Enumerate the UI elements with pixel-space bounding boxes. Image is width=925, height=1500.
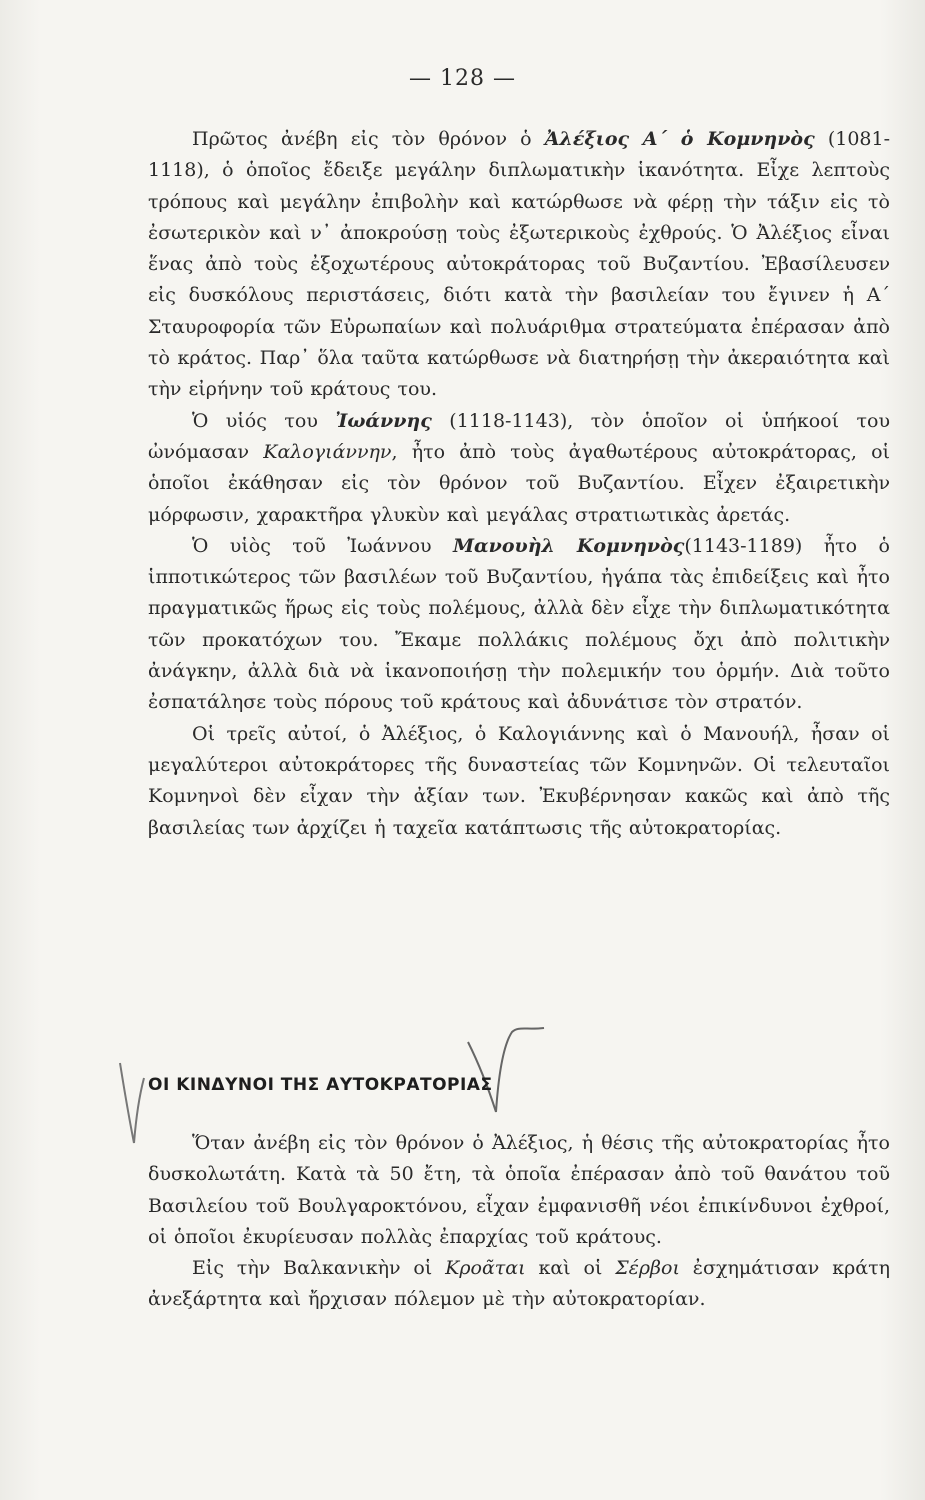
paragraph-manouil xyxy=(148,531,890,719)
paragraph-text: Ὅταν ἀνέβη εἰς τὸν θρόνον ὁ Ἀλέξιος, ἡ θέσις τῆς αὐτοκρατορίας ἦτο δυσκολωτάτη. Κατὰ τὰ 50 ἔτη, τὰ ὁποῖα ἐπέρασαν ἀπὸ τοῦ θανάτου τοῦ Βασιλείου τοῦ Βουλγαροκτόνου, εἶχαν ἐμφανισθῆ νέοι ἐπικίνδυνοι ἐχθροί, οἱ ὁποῖοι ἐκυρίευσαν πολλὰς ἐπαρχίας τοῦ κράτους. xyxy=(148,1132,890,1248)
people-name-croats: Κροᾶται xyxy=(445,1257,526,1280)
paragraph-text: καὶ οἱ xyxy=(525,1257,616,1280)
emperor-name-ioannis: Ἰωάννης xyxy=(335,409,432,432)
paragraph-text: Πρῶτος ἀνέβη εἰς τὸν θρόνον ὁ xyxy=(192,128,545,150)
text-block-top xyxy=(148,124,890,844)
people-name-serbs: Σέρβοι xyxy=(615,1257,680,1280)
paragraph-komnenoi-summary xyxy=(148,719,890,844)
epithet-kalogiannis: Καλογιάννην xyxy=(263,440,392,463)
pencil-checkmark-icon xyxy=(460,1012,550,1122)
emperor-name-alexios: Ἀλέξιος Α΄ ὁ Κομνηνὸς xyxy=(544,128,815,150)
pencil-margin-mark-icon xyxy=(110,1058,150,1148)
paragraph-text: ἐσχημάτισαν κράτη ἀνεξάρτητα καὶ ἤρχισαν πόλεμον μὲ τὴν αὐτοκρατορίαν. xyxy=(148,1257,891,1311)
paragraph-dangers xyxy=(148,1128,890,1253)
paragraph-text: (1118-1143), τὸν ὁποῖον οἱ ὑπήκοοί του ὠνόμασαν xyxy=(148,409,891,463)
page-number: — 128 — xyxy=(409,66,516,91)
paragraph-text: Ὁ υἱὸς τοῦ Ἰωάννου xyxy=(192,534,453,557)
paragraph-text: Εἰς τὴν Βαλκανικὴν οἱ xyxy=(192,1257,446,1280)
paragraph-text: (1143-1189) ἦτο ὁ ἱπποτικώτερος τῶν βασιλέων τοῦ Βυζαντίου, ἠγάπα τὰς ἐπιδείξεις καὶ ἦτο πραγματικῶς ἥρως εἰς τοὺς πολέμους, ἀλλὰ δὲν εἶχε τὴν διπλωματικότητα τῶν προκατόχων του. Ἔκαμε πολλάκις πολέμους ὄχι ἀπὸ πολιτικὴν ἀνάγκην, ἀλλὰ διὰ νὰ ἱκανοποιήσῃ τὴν πολεμικήν του ὁρμήν. Διὰ τοῦτο ἐσπατάλησε τοὺς πόρους τοῦ κράτους καὶ ἀδυνάτισε τὸν στρατόν. xyxy=(148,534,890,714)
paragraph-text: Ὁ υἱός του xyxy=(192,409,336,432)
section-heading: ΟΙ ΚΙΝΔΥΝΟΙ ΤΗΣ ΑΥΤΟΚΡΑΤΟΡΙΑΣ xyxy=(148,1075,493,1095)
paragraph-text: (1081-1118), ὁ ὁποῖος ἔδειξε μεγάλην διπλωματικὴν ἱκανότητα. Εἶχε λεπτοὺς τρόπους καὶ μεγάλην ἐπιβολὴν καὶ κατώρθωσε νὰ φέρῃ τὴν τάξιν εἰς τὸ ἐσωτερικὸν καὶ ν᾿ ἀποκρούσῃ τοὺς ἐξωτερικοὺς ἐχθρούς. Ὁ Ἀλέξιος εἶναι ἕνας ἀπὸ τοὺς ἐξοχωτέρους αὐτοκράτορας τοῦ Βυζαντίου. Ἐβασίλευσεν εἰς δυσκόλους περιστάσεις, διότι κατὰ τὴν βασιλείαν του ἔγινεν ἡ Α΄ Σταυροφορία τῶν Εὐρωπαίων καὶ πολυάριθμα στρατεύματα ἐπέρασαν ἀπὸ τὸ κράτος. Παρ᾿ ὅλα ταῦτα κατώρθωσε νὰ διατηρήσῃ τὴν ἀκεραιότητα καὶ τὴν εἰρήνην τοῦ κράτους του. xyxy=(148,128,891,401)
paragraph-text: Οἱ τρεῖς αὐτοί, ὁ Ἀλέξιος, ὁ Καλογιάννης καὶ ὁ Μανουήλ, ἦσαν οἱ μεγαλύτεροι αὐτοκράτορες τῆς δυναστείας τῶν Κομνηνῶν. Οἱ τελευταῖοι Κομνηνοὶ δὲν εἶχαν τὴν ἀξίαν των. Ἐκυβέρνησαν κακῶς καὶ ἀπὸ τῆς βασιλείας των ἀρχίζει ἡ ταχεῖα κατάπτωσις τῆς αὐτοκρατορίας. xyxy=(148,722,890,839)
paragraph-alexios xyxy=(148,124,890,406)
paragraph-text: , ἦτο ἀπὸ τοὺς ἀγαθωτέρους αὐτοκράτορας, οἱ ὁποῖοι ἐκάθησαν εἰς τὸν θρόνον τοῦ Βυζαντίου. Εἶχεν ἐξαιρετικὴν μόρφωσιν, χαρακτῆρα γλυκὺν καὶ μεγάλας στρατιωτικὰς ἀρετάς. xyxy=(148,440,890,526)
paragraph-balkans xyxy=(148,1253,890,1316)
text-block-bottom xyxy=(148,1128,890,1316)
emperor-name-manouil: Μανουὴλ Κομνηνὸς xyxy=(453,534,685,557)
paragraph-ioannis xyxy=(148,406,890,531)
